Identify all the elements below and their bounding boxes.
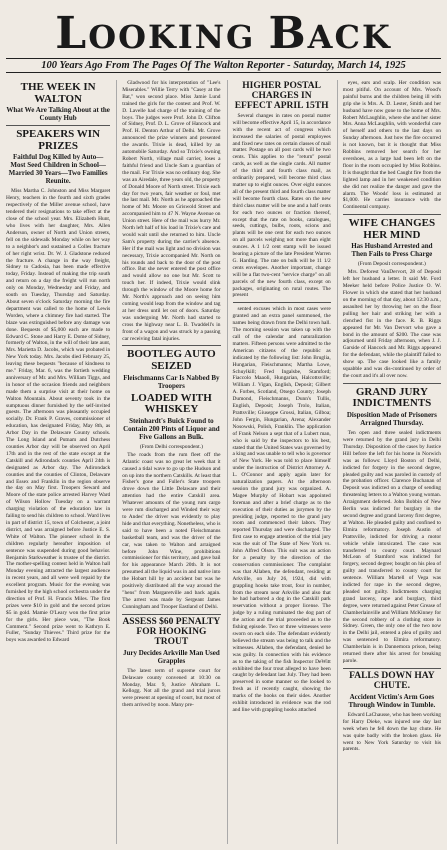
headline-higher-postal-charges: HIGHER POSTAL CHARGES IN EFFECT APRIL 15TH [234,81,329,111]
article-columns [6,80,441,844]
article-body: The roads from the rum fleet off the Atlantic coast was no great let week that it caused a tidal wave to go up the Hudson and on up into the northern Catskills. At least that Fisher's gone and Fuller's State troopers drove down the Little Delaware and their attention had the entire Catskill area. Whatever amounts of the young rum cargo were rum discharged and Winded their way to Andes' the driver was evidently to play hide and that everything. Nonetheless, who is said to have been a noted Fleischmanns basketball team, and was the driver of the car, was taken to Walton and arraigned before John Wine, prohibitions commissioner for this territory, and gave bail for his appearance March 20th. It is not presumed all the liquid was in and native into the Hobart hill by an accident but was he positively distributed all the way around the "hens" from Margaretville and back again. The arrest was made by Sergeant James Cunningham and Trooper Eastland of Delhi. [122,451,221,610]
headline-grand-jury-indictments: GRAND JURY INDICTMENTS [352,385,432,410]
subhead-week-in-walton: What We Are Talking About at the County Hub [6,106,110,123]
subhead-grand-jury-indictments: Disposition Made of Prisoners Arraigned Thursday. [346,411,437,428]
masthead [0,0,447,59]
article-body: Several changes in rates on postal matter will become effective April 15, in accordance with the recent act of congress which increased the salaries of postal employees and fixed new rates on certain classes of mail matter. Postage on all post cards will be two cents. This applies to the "return" postal cards, as well as the single cards. All matter of the third and fourth class mail, as ordinarily prepared, will become third class matter up to eight ounces. Over eight ounces all of the present third and fourth class matter will become fourth class. Rates on the new third class matter will be one and a half cents for each two ounces or fraction thereof, except that the rate on books, catalogues, seeds, cuttings, bulbs, roots, scions and plants will be one cent for each two ounces on all parcels weighing not more than eight ounces. A 1 1/2 cent stamp will be issued bearing a picture of the late President Warren G. Harding. The rate on bulk will be 11 1/2 cents envelopes. Another important, change will be a flat two-cent "service charge" on all parcels of the new fourth class, except on packages, originating on rural routes. The present [232,112,331,299]
article-body: Gladwood for his interpretation of "Lee's Miserables." Willie Terry with "Casey at the Bat," won second place. Miss Jamie Lund trained the girls for the contest and Prof. W. D. Lavelle had charge of the training of the boys. The judges were Prof. John D. Clifton of Sidney, Prof. D. L. Grove of Hancock and Prof. H. Denton Arthur of Delhi. Mr. Grove announced the prize winners and presented the awards. Trixie is dead, killed by an automobile Saturday. And so Trixie's owning Robert North, village mail carrier, loses a faithful friend and Uncle Sam a guardian of the mail. For Trixie was no ordinary dog. She was an Airedale, three years old, the property of Donald Moore of North street. Trixie each day for two years, fair weather or foul, met the last mail. Mr. North as he approached the home of Mr. Moore on Griswold Street and accompanied him to 47 N. Wayne Avenue on Union street. Here of the mail was hurry Mr. North left half of his load in Trixie's care and would wait until she returned to him. Uncle Sam's property during the carrier's absence. Her if the mail was light and no division was necessary, Trixie accompanied Mr. North on his rounds and back to the door of the post office. But she never entered the post office and would allow no one but Mr. Scott to touch her. If indeed, Trixie would slink through the window of the Moore home for Mr. North's approach and on seeing him coming would leap from the window and tag at her dress until let out of doors. Saturday was undergoing Mr. North had started to cross the highway near L. B. Twaddell's in front of a wagon and was struck by a passing car receiving fatal injuries. [122,80,221,342]
logo-letter-l: L [55,8,89,59]
logo-letter-b: B [268,8,308,59]
byline: (From Delhi correspondent.) [139,443,203,450]
column-4 [337,80,441,844]
byline: (From Deposit correspondent.) [357,261,426,268]
subhead-bootleg-auto-seized: Fleischmanns Car Is Nabbed By Troopers [123,373,220,390]
article-body: Edward LaChausse, who has been working for Harry Dieke, was injured one day last week when he fell down the hay chute. He was quite badly with the broken glass. He went to New York Saturday to visit his parents. [342,711,441,753]
column-2 [116,80,220,844]
masthead-logo [55,8,392,59]
logo-text-ooking: OOKING [88,18,269,56]
divider [122,614,220,615]
page-subtitle: 100 Years Ago From The Pages Of The Walton Reporter - Saturday, March 14, 1925 [6,58,441,73]
headline-speakers-win-prizes: SPEAKERS WIN PRIZES [16,128,101,152]
divider [343,383,441,384]
article-body: Mrs. Deforest VanDervort, 28 of Deposit left her husband a letter. It said Mr. Ford Meeker held before Police Justice O. W. Flower in which she stated that her husband on the morning of that day, about 12:30 a.m., assaulted her by throwing her on the floor pulling her hair and striking her with a clenched fist in the face. R. B. Riggs appeared for Mr. Van Dervort who gave a bond in the amount of $200. The case was adjourned until Friday afternoon, when J. J. Garside of Hancock and Mr. Riggs appeared for the defendant, while the plaintiff failed to show up. The case looked like a family squabble and was dis-continued by order of the court and it's all over now. [342,269,441,379]
column-3 [227,80,331,844]
article-body: Ten open and three sealed indictments were returned by the grand jury in Delhi Thursday. Disposition of the cases by Justice Hill before the left for his home in Norwich was as follows: Lloyd Boston of Delhi, indicted for forgery in the second degree, pleaded guilty and was paroled in custody of the probation officer. Clarence Buchanan of Deposit was indicted on a charge of sending threatening letters to a Walton young woman. Arraignment deferred. John Bobbin of New Berlin was indicted for burglary in the second degree and grand larceny first degree, at Walton. He pleaded guilty and confined to Elmira reformatory. Joseph Austin of Prattsville, indicted for driving a motor vehicle while intoxicated. The case was transferred to county court. Maynard McLean of Stamford was indicted for forgery, second degree; bought on his plea of guilty and transferred to county court for sentence. William Martell of Vega was indicted for rape in the second degree, pleaded not guilty. Indictments charging grand larceny, rape and burglary, third degree, were returned against Peter Grease of Chamberlainville and William McKinney for the second robbery of a clothing store in Sidney. Green, the only one of the two now in the Delhi jail, entered a plea of guilty and was sentenced to Elmira reformatory. Chamberlain is in Dannemora prison, being returned there after his arrest for breaking parole. [342,430,441,664]
divider [122,345,220,346]
divider [343,668,441,669]
subhead-loaded-with-whiskey: Steinhardt's Buick Found to Contain 200 Pints of Liquor and Five Gallons an Bulk. [123,416,220,441]
subhead-wife-changes-her-mind: Has Husband Arrested and Then Fails to Press Charge [351,242,433,259]
subhead-assess-penalty: Jury Decides Arkville Man Used Grapples [122,648,220,665]
article-body: eyes, ears and scalp. Her condition was most pitiful. On account of Mrs. Wood's painful burns and the children being ill with grip she is Mrs. A. D. Lester, Smith and her husband have now gone to the home of Mrs. Robert McLaughlin, where she and her sister Mrs. Anna McLaughlin, with wonderful care of herself and others to the last days on Sunday afternoon. Just how the fire occurred is not known, but it is thought that Miss Robbins removed her search for her overshoes, as a large had been left on the floor in the room occupied by Miss Robbins. It is thought that the bed Caught fire from the lighted lamp and in her weakened condition she did not realize the danger and gave the alarm. The Woods' loss is estimated at $1,000. He carries insurance with the Continental company. [342,80,441,211]
article-body: Miss Martha C. Johnston and Miss Margaret Henry, teachers in the fourth and sixth grades respectively of the Miller avenue school, have tendered their resignations to take effect at the close of the school year. Mrs. Elizabeth Hunt, who lives with her daughter, Mrs. Allen Anderson, owner of North and Union streets, fell on the sidewalk Monday while on her way to a neighbor's and sustained a Colles fracture of her right wrist. Dr. W. J. Gladstone reduced the fracture. A change in the way freight, Sidney to Cadosia, has been made effective today, Friday. Instead of making the trip south and return on a day the freight will run north only on Monday, Wednesday and Friday, and south on Tuesday, Thursday and Saturday. About seven o'clock Saturday morning the fire department was called to the home of Lewis Worden, where a chimney fire had started. The blaze was extinguished before any damage was done. Bequests of $5,000 each are made to Edward C. Stone and Harry E. Dome of Sidney, formerly of Walton, in the will of their late aunt, Mrs. Marietta D. Jacobs, which was probated in New York today. Mrs. Jacobs died February 25, leaving these bequests "because of kindness to me." Friday, Mar. 6, was the fortieth wedding anniversary of Mr. and Mrs. William Tiggs, and in honor of the occasion friends and neighbors made them a surprise visit at their home on Walton Mountain. About seventy took in the sumptuous dinner furnished by the self-invited guests. The afternoon was pleasantly occupied socially. Dr. Frank P. Graves, commissioner of education, has designated Friday, May 8th, as Arbor Day in the Delaware County schools. The Long Island and Putnam and Dutchess counties Arbor day will be observed on April 17th and in the rest of the state except at the Catskill and Adirondack counties April 24th is designated as Arbor day. The Adirondack counties and the counties of Clinton, Delaware and Essex and Franklin in the region observe the day on May first. Troopers Seward and Moore of the state police arrested Harvey Ward of Wilson Hollow Tuesday on a warrant charging violation of the education law in failing to send his children to school. Ward lives in part of district 15, town of Colchester, a joint district, and was arraigned before Justice E. S. White of Walton. The pioneer school in the children regularly hereafter imposition of sentence was suspended during good behavior. Benjamin Starkweather is trustee of the district. The mother-spelling contest held in Walton hall Monday evening attracted the largest audience in recent years, and all were well repaid by the excellent program. Music for the evening was furnished by the high school orchestra under the direction of Prof. H. Francis Miles. The first prizes were $10 in gold and the second prizes $5 in gold. Mamie O'Leary won the first prize for the girls. Her piece was, "The Book Comment." Second prize went to Kathryn E. Fuller, "Sunday Thieves." Third prize for the boys was awarded to Edward [6,188,111,644]
divider [343,214,441,215]
headline-bootleg-auto-seized: BOOTLEG AUTO SEIZED [127,348,216,372]
headline-loaded-with-whiskey: LOADED WITH WHISKEY [130,391,212,416]
headline-week-in-walton: THE WEEK IN WALTON [20,81,96,105]
article-body: sented excuses which in most cases were granted and an extra panel summoned, the names being drawn from the Delhi town hall. The morning session was taken up with the call of the calendar and naturalization matters. Fifteen persons were admitted to the American citizens of the republic as indicated by the following list: John Bruglia, Hungarian, Fleischmanns; Martha Lowe, Schuylkill; Fred Ingalsbe, Stamford; Fiaccolo Maaoli, Hungarian, Halcottsville; William J. Vigan, English, Deposit; Gilbert A. Forbes, Scotland, Otsego County; Joseph Dumond, Fleischmanns, Dunn's Tullis, English, Deposit; Joseph Trolo, Italian, Prattsville; Giuseppe Grossi, Italian, Gilboa; John Fergin, Hungarian, Arena; Alexander Nosowski, Polish, Franklin. The application of Frank Nelson a sept that of a Lubert man, who is said by the inspectors to his best, stated that the United States was governed by a king and was unable to tell who is governor of New York. He was told to place himself under the instruction of District Attorney A. L. O'Connor and apply again later for naturalization papers. At the afternoon session the grand jury was organized. A. Magee Murphy of Hobart was appointed foreman and after a brief charge as to the execution of their duties as jurymen by the presiding judge, reported to the grand jury room and commenced their labors. They reported Thursday and were discharged. The first case to engage attention of the trial jury was the suit of The State of New York vs. John Alfred Olson. This suit was an action for a penalty by the direction of the conservation commissioner. The complaint was that Allaben, the defendant, residing at Arkville, on July 26, 1924, did with grappling hooks take trout, four in number, from the stream near Arkville and also that he had harbored a dog in the Catskill park reservation without a proper license. The judge by a ruling ruminated the dog part of the action and the trial proceeded as to the fishing episode. Two or three witnesses were sworn on each side. The defendant evidently believed the stream was being to talk and the witnesses. Allaben, the defendant, denied he was guilty. In connection with his evidence as to the taking of the fish Inspector DeWitt exhibited the four trout alleged to have been caught by defendant last July. They had been preserved in some manner so the looked to fresh as if recently caught, showing the marks of the hooks on their sides. Another exhibit introduced in evidence was the rod and line with grappling hooks attached [232,306,331,713]
headline-falls-down-hay-chute: FALLS DOWN HAY CHUTE. [349,670,435,691]
column-1 [6,80,110,844]
subhead-speakers-win-prizes: Faithful Dog Killed by Auto—Most Seed Children in School—Married 30 Years—Two Families Reunite. [8,153,108,186]
divider [6,125,110,126]
headline-assess-penalty: ASSESS $60 PENALTY FOR HOOKING TROUT [122,616,221,647]
article-body: The latest term of supreme court for Delaware county convened at 10:30 on Monday, Mar. 9, Justice Abraham L. Kellogg. Not all the grand and trial jurors were present at opening of court, but most of them arrived by noon. Many pre- [122,667,221,709]
headline-wife-changes-her-mind: WIFE CHANGES HER MIND [348,217,436,241]
logo-text-ack: ACK [307,18,392,56]
subhead-falls-down-hay-chute: Accident Victim's Arm Goes Through Window in Tumble. [348,692,436,709]
divider [233,302,331,303]
